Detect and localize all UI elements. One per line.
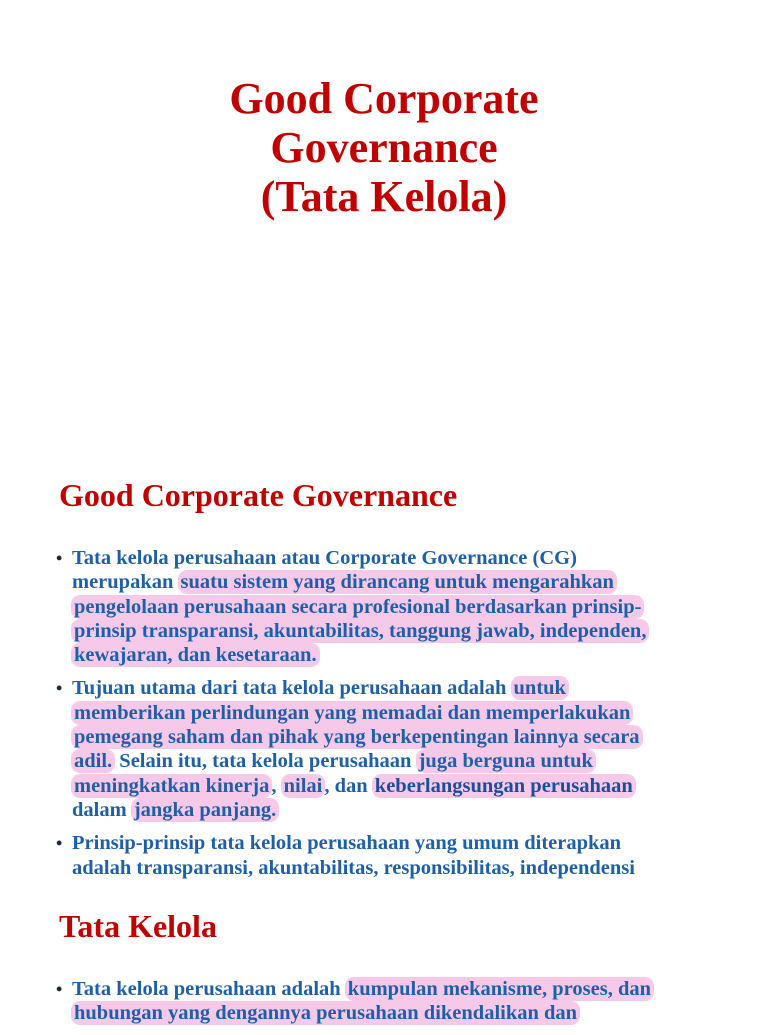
highlighted-text: keberlangsungan perusahaan (374, 774, 633, 797)
highlighted-text: untuk (513, 677, 566, 700)
text-span: , dan (324, 774, 373, 797)
gcg-bullet-list (56, 546, 716, 889)
text-line (72, 725, 716, 749)
text-line (72, 595, 716, 619)
text-line (72, 619, 716, 643)
text-line (72, 774, 716, 798)
gcg-slide (0, 455, 768, 879)
highlighted-text: jangka panjang. (133, 798, 277, 821)
highlighted-text: prinsip transparansi, akuntabilitas, tanggung jawab, independen, (74, 619, 647, 642)
highlighted-text: kewajaran, dan kesetaraan. (74, 644, 317, 667)
bullet-definition (56, 546, 716, 667)
title-line-2: Governance (270, 123, 498, 172)
title-line-1: Good Corporate (229, 74, 539, 123)
bullet-definition (56, 977, 716, 1026)
text-line: Prinsip-prinsip tata kelola perusahaan yang umum diterapkan (72, 832, 622, 855)
text-line (72, 676, 716, 700)
text-line (72, 1001, 716, 1025)
highlighted-text: pengelolaan perusahaan secara profesional berdasarkan prinsip- (74, 595, 642, 618)
tata-kelola-bullet-list (56, 977, 716, 1035)
highlighted-text: adil. (74, 750, 113, 773)
text-line (72, 977, 716, 1001)
highlighted-text: pemegang saham dan pihak yang berkepentingan lainnya secara (74, 726, 640, 749)
title-line-3: (Tata Kelola) (260, 172, 508, 221)
highlighted-text: meningkatkan kinerja (74, 774, 270, 797)
title-slide (0, 0, 768, 455)
highlighted-text: memberikan perlindungan yang memadai dan memperlakukan (74, 701, 631, 724)
title-slide-heading (0, 74, 768, 221)
text-line (72, 643, 716, 667)
text-line: Tata kelola perusahaan atau Corporate Governance (CG) (72, 547, 577, 569)
highlighted-text: hubungan yang dengannya perusahaan dikendalikan dan (74, 1002, 578, 1025)
highlighted-text: juga berguna untuk (418, 750, 593, 773)
gcg-slide-heading: Good Corporate Governance (59, 477, 458, 513)
text-line (72, 570, 716, 594)
text-line (72, 798, 716, 822)
highlighted-text: kumpulan mekanisme, proses, dan (347, 978, 652, 1000)
highlighted-text: suatu sistem yang dirancang untuk mengarahkan (180, 571, 614, 594)
text-line: adalah transparansi, akuntabilitas, responsibilitas, independensi (72, 856, 635, 879)
text-line (72, 701, 716, 725)
tata-kelola-slide (0, 880, 768, 1024)
text-span: merupakan (72, 571, 174, 594)
highlighted-text: nilai (283, 774, 323, 797)
text-line (72, 749, 716, 773)
bullet-purpose (56, 676, 716, 822)
tata-kelola-slide-heading: Tata Kelola (59, 908, 217, 944)
bullet-dot-icon: • (56, 979, 63, 999)
text-span: Tata kelola perusahaan adalah (72, 978, 341, 1000)
bullet-dot-icon: • (56, 548, 63, 568)
text-span: Selain itu, tata kelola perusahaan (119, 750, 412, 773)
text-span: Tujuan utama dari tata kelola perusahaan adalah (72, 677, 507, 700)
text-span: dalam (72, 798, 132, 821)
text-span: , (271, 774, 282, 797)
bullet-principles (56, 831, 716, 880)
bullet-dot-icon: • (56, 833, 63, 854)
bullet-dot-icon: • (56, 678, 63, 699)
